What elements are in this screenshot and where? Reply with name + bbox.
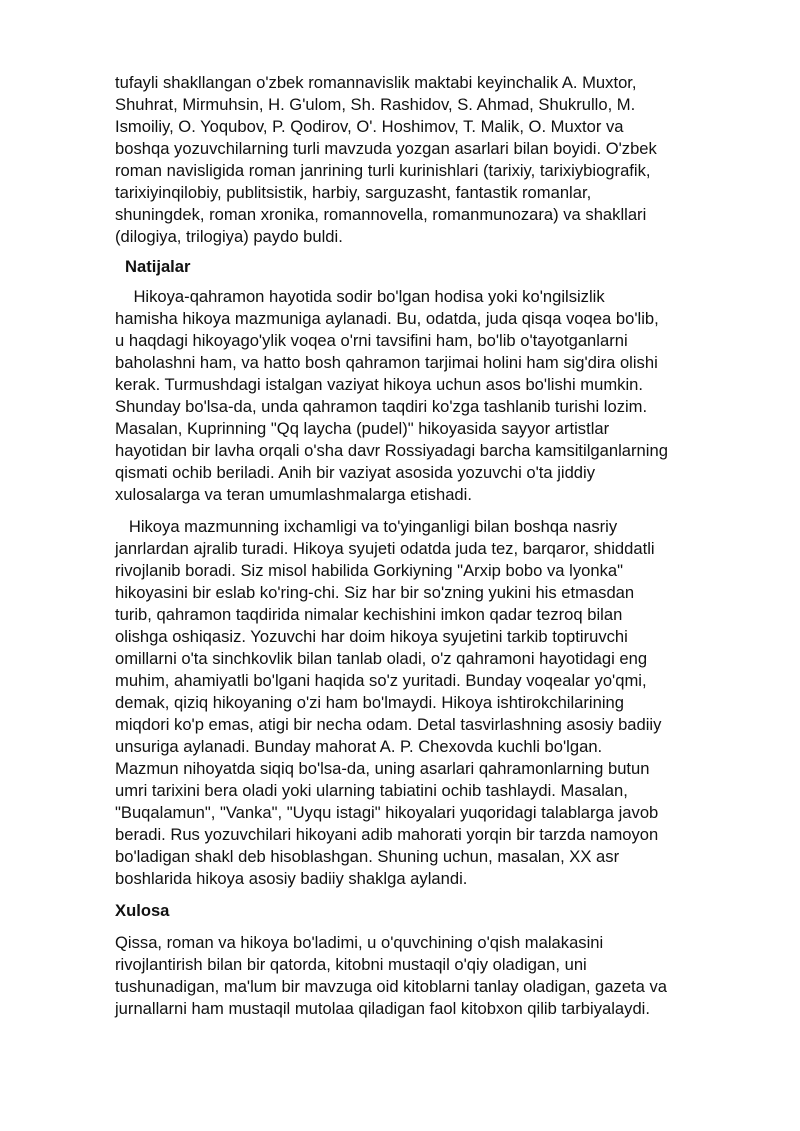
text-line: beradi. Rus yozuvchilari hikoyani adib mahorati yorqin bir tarzda namoyon bbox=[115, 825, 659, 844]
text-line: miqdori ko'p emas, atigi bir necha odam. Detal tasvirlashning asosiy badiiy bbox=[115, 715, 662, 734]
text-line: rivojlanib boradi. Siz misol habilida Gorkiyning "Arxip bobo va lyonka" bbox=[115, 561, 623, 580]
text-line: turib, qahramon taqdirida nimalar kechishini imkon qadar tezroq bilan bbox=[115, 605, 623, 624]
text-line: olishga oshiqasiz. Yozuvchi har doim hikoya syujetini tarkib toptiruvchi bbox=[115, 627, 628, 646]
document-page bbox=[115, 72, 755, 1020]
text-line: Ismoiliy, O. Yoqubov, P. Qodirov, O'. Hoshimov, T. Malik, O. Muxtor va bbox=[115, 117, 624, 136]
text-line: roman navisligida roman janrining turli kurinishlari (tarixiy, tarixiybiografik, bbox=[115, 161, 651, 180]
text-line: rivojlantirish bilan bir qatorda, kitobni mustaqil o'qiy oladigan, uni bbox=[115, 955, 587, 974]
text-line: (dilogiya, trilogiya) paydo buldi. bbox=[115, 227, 343, 246]
text-line: hamisha hikoya mazmuniga aylanadi. Bu, odatda, juda qisqa voqea bo'lib, bbox=[115, 309, 659, 328]
text-line: janrlardan ajralib turadi. Hikoya syujeti odatda juda tez, barqaror, shiddatli bbox=[115, 539, 655, 558]
text-line: kerak. Turmushdagi istalgan vaziyat hikoya uchun asos bo'lishi mumkin. bbox=[115, 375, 643, 394]
text-line: boshlarida hikoya asosiy badiiy shaklga aylandi. bbox=[115, 869, 468, 888]
text-line: unsuriga aylanadi. Bunday mahorat A. P. Chexovda kuchli bo'lgan. bbox=[115, 737, 603, 756]
text-line: tushunadigan, ma'lum bir mavzuga oid kitoblarni tanlay oladigan, gazeta va bbox=[115, 977, 668, 996]
text-line: "Buqalamun", "Vanka", "Uyqu istagi" hikoyalari yuqoridagi talablarga javob bbox=[115, 803, 659, 822]
text-line: hikoyasini bir eslab ko'ring-chi. Siz har bir so'zning yukini his etmasdan bbox=[115, 583, 635, 602]
text-line: Qissa, roman va hikoya bo'ladimi, u o'quvchining o'qish malakasini bbox=[115, 933, 604, 952]
text-line: muhim, ahamiyatli bo'lgani haqida so'z yuritadi. Bunday voqealar yo'qmi, bbox=[115, 671, 647, 690]
text-line: Shunday bo'lsa-da, unda qahramon taqdiri ko'zga tashlanib turishi lozim. bbox=[115, 397, 648, 416]
text-line: boshqa yozuvchilarning turli mavzuda yozgan asarlari bilan boyidi. O'zbek bbox=[115, 139, 657, 158]
text-line: hayotidan bir lavha orqali o'sha davr Rossiyadagi barcha kamsitilganlarning bbox=[115, 441, 668, 460]
text-line: umri tarixini bera oladi yoki ularning tabiatini ochib tashlaydi. Masalan, bbox=[115, 781, 628, 800]
text-line: omillarni o'ta sinchkovlik bilan tanlab oladi, o'z qahramoni hayotidagi eng bbox=[115, 649, 648, 668]
xulosa-paragraph bbox=[115, 932, 755, 1020]
text-line: tarixiyinqilobiy, publitsistik, harbiy, sarguzasht, fantastik romanlar, bbox=[115, 183, 592, 202]
text-line: xulosalarga va teran umumlashmalarga etishadi. bbox=[115, 485, 472, 504]
text-line: Mazmun nihoyatda siqiq bo'lsa-da, uning asarlari qahramonlarning butun bbox=[115, 759, 650, 778]
section-heading-natijalar: Natijalar bbox=[125, 257, 191, 276]
text-line: Hikoya mazmunning ixchamligi va to'yinganligi bilan boshqa nasriy bbox=[115, 517, 618, 536]
text-line: Masalan, Kuprinning "Qq laycha (pudel)" hikoyasida sayyor artistlar bbox=[115, 419, 610, 438]
natijalar-paragraph-2 bbox=[115, 516, 755, 890]
text-line: demak, qiziq hikoyaning o'zi ham bo'lmaydi. Hikoya ishtirokchilarining bbox=[115, 693, 624, 712]
text-line: jurnallarni ham mustaqil mutolaa qiladigan faol kitobxon qilib tarbiyalaydi. bbox=[115, 999, 650, 1018]
text-line: bo'ladigan shakl deb hisoblashgan. Shuning uchun, masalan, XX asr bbox=[115, 847, 620, 866]
text-line: u haqdagi hikoyago'ylik voqea o'rni tavsifini ham, bo'lib o'tayotganlarni bbox=[115, 331, 628, 350]
section-heading-xulosa: Xulosa bbox=[115, 901, 170, 920]
intro-paragraph bbox=[115, 72, 755, 248]
text-line: Shuhrat, Mirmuhsin, H. G'ulom, Sh. Rashidov, S. Ahmad, Shukrullo, M. bbox=[115, 95, 636, 114]
text-line: Hikoya-qahramon hayotida sodir bo'lgan hodisa yoki ko'ngilsizlik bbox=[115, 287, 605, 306]
text-line: baholashni ham, va hatto bosh qahramon tarjimai holini ham sig'dira olishi bbox=[115, 353, 658, 372]
text-line: qismati ochib beriladi. Anih bir vaziyat asosida yozuvchi o'ta jiddiy bbox=[115, 463, 596, 482]
text-line: tufayli shakllangan o'zbek romannavislik maktabi keyinchalik A. Muxtor, bbox=[115, 73, 637, 92]
text-line: shuningdek, roman xronika, romannovella, romanmunozara) va shakllari bbox=[115, 205, 647, 224]
natijalar-paragraph-1 bbox=[115, 286, 755, 506]
